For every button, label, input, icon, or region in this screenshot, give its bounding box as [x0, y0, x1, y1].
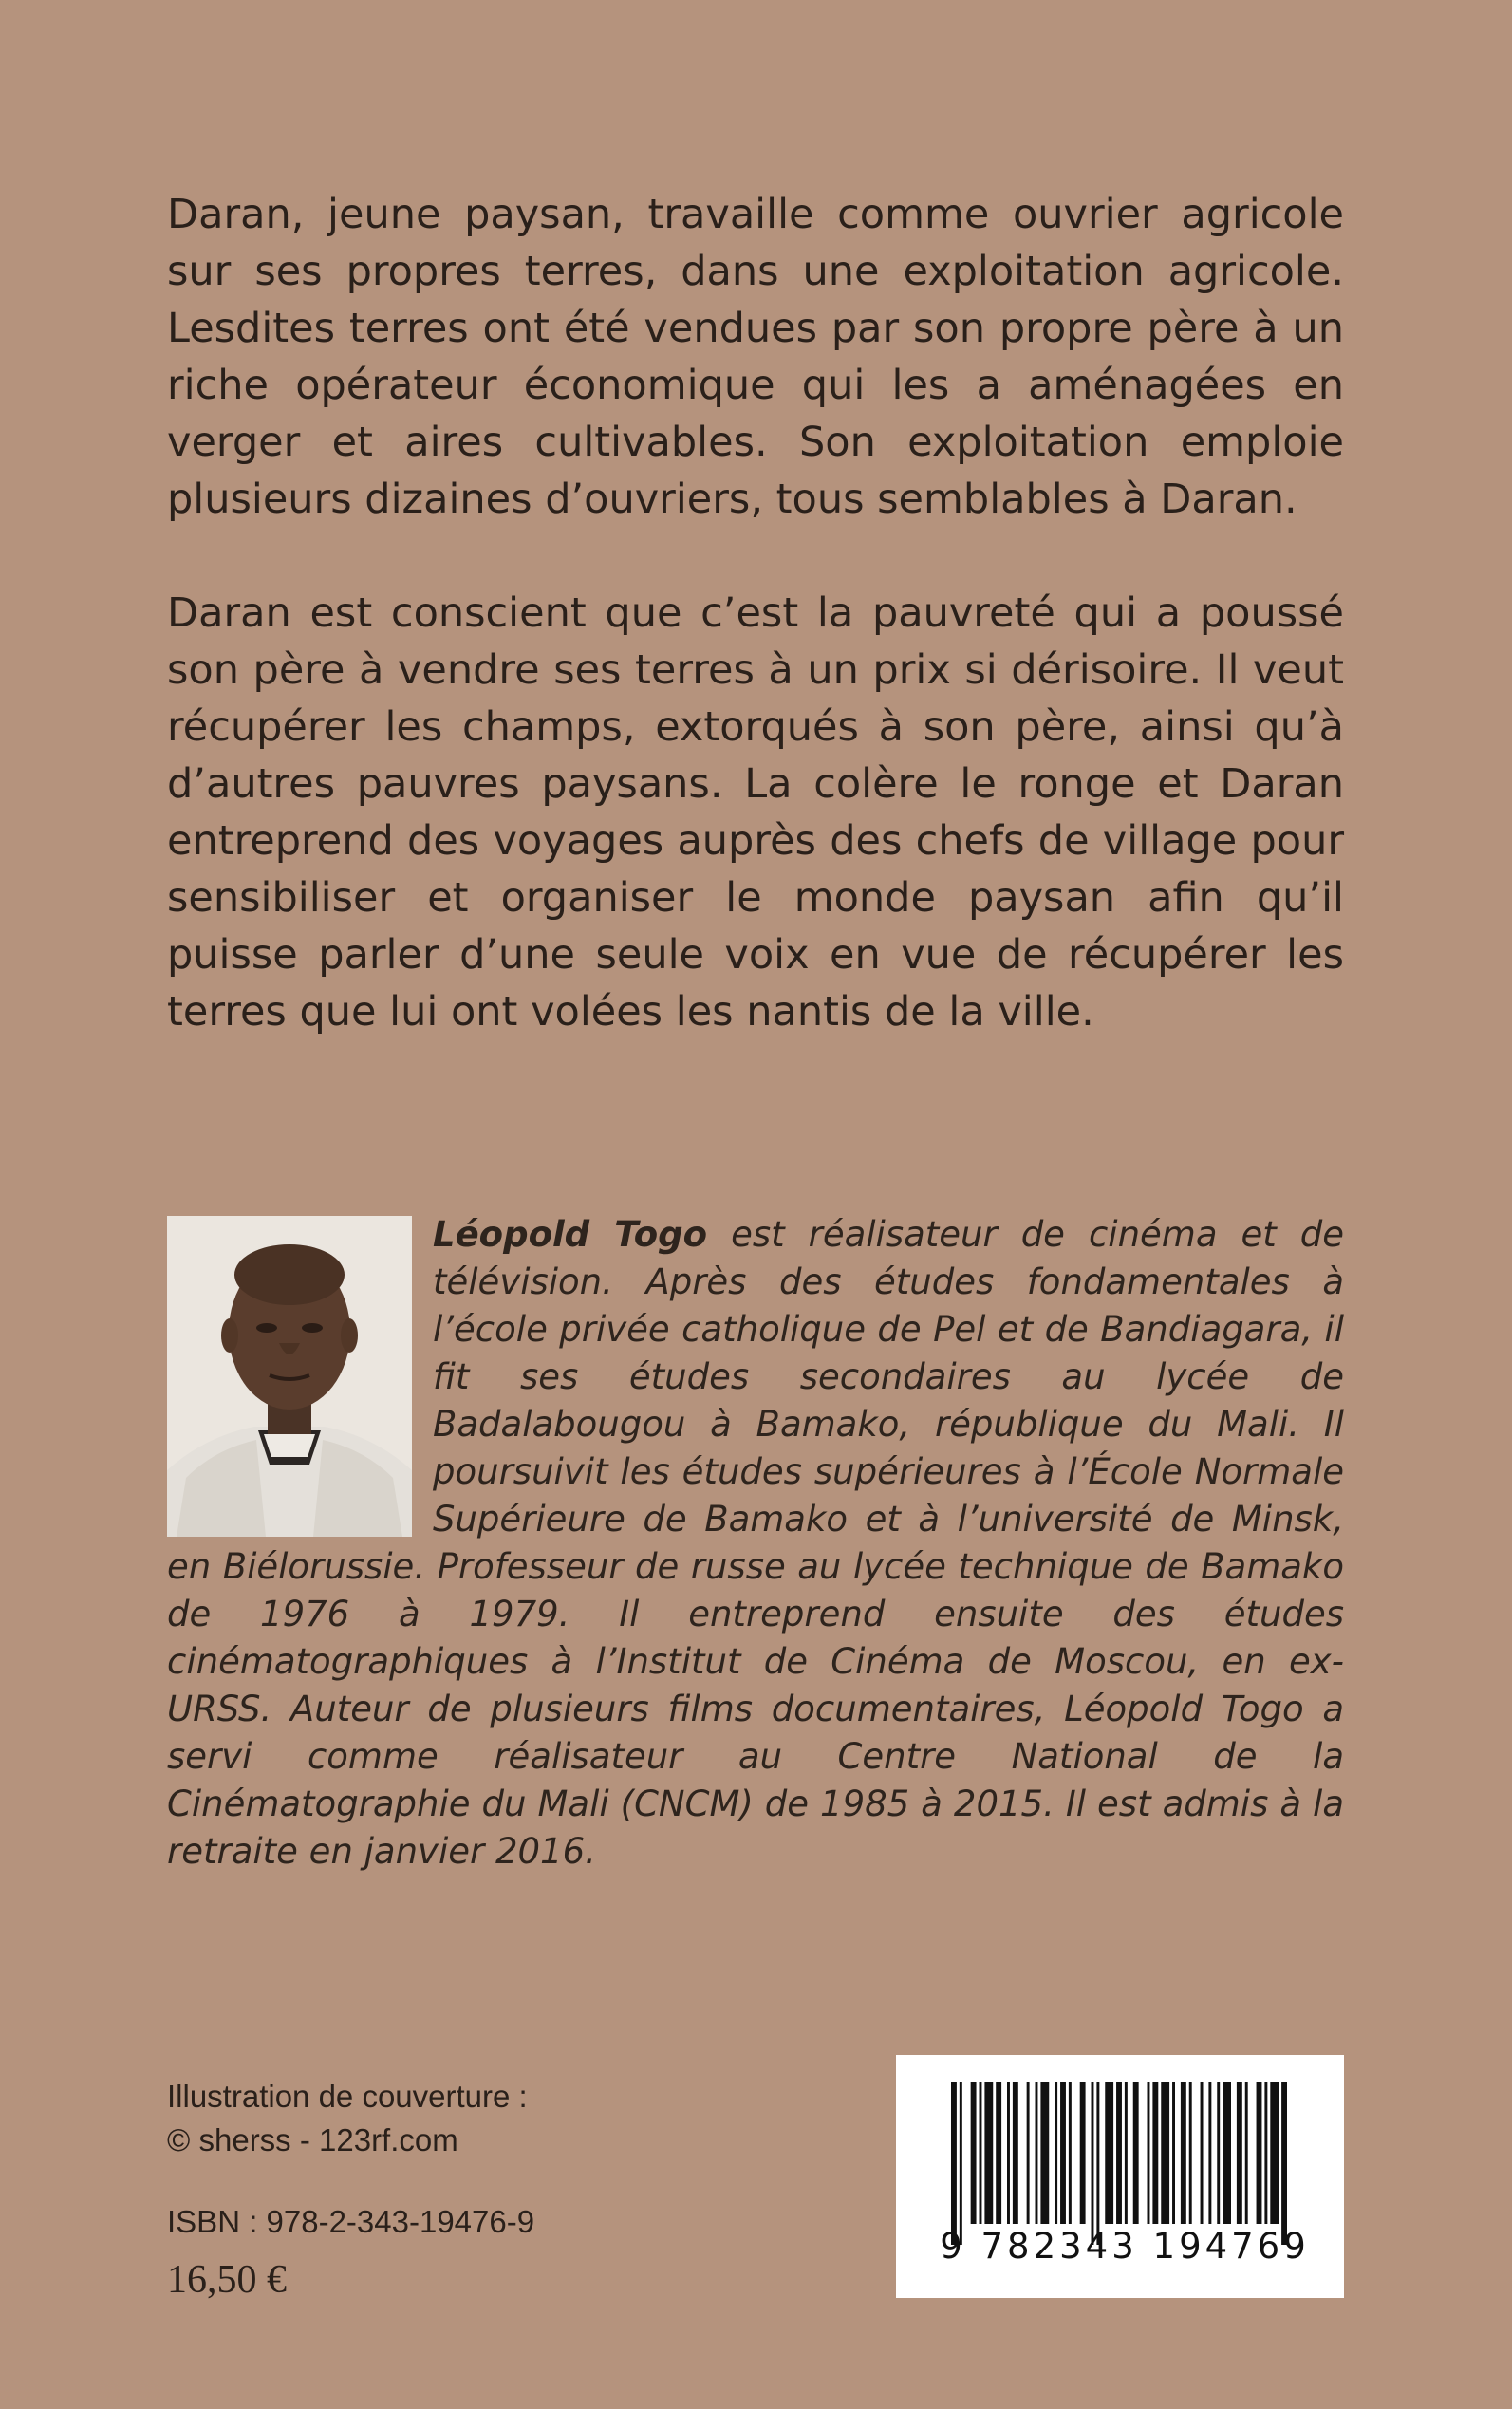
barcode-bar — [1237, 2082, 1242, 2224]
barcode-bar — [1092, 2082, 1094, 2245]
author-bio-text: est réalisateur de cinéma et de télévision. Après des études fondamentales à l’école privée catholique de Pel et de Bandiagara, il fit ses études secondaires au lycée de Badalabougou à Bamako, république du Mali. Il poursuivit les études supérieures à l’École Normale Supérieure de Bamako et à l’université de Minsk, en Biélorussie. Professeur de russe au lycée technique de Bamako de 1976 à 1979. Il entreprend ensuite des études cinématographiques à l’Institut de Cinéma de Moscou, en ex-URSS. Auteur de plusieurs films documentaires, Léopold Togo a servi comme réalisateur au Centre National de la Cinématographie du Mali (CNCM) de 1985 à 2015. Il est admis à la retraite en janvier 2016. — [167, 1214, 1344, 1872]
barcode-bar — [1264, 2082, 1267, 2224]
barcode-bar — [1270, 2082, 1279, 2224]
barcode-bar — [1245, 2082, 1248, 2224]
barcode-bar — [1217, 2082, 1220, 2224]
barcode-bar — [1105, 2082, 1113, 2224]
barcode-bar — [1027, 2082, 1030, 2224]
credits-line-1: Illustration de couverture : — [167, 2079, 528, 2114]
barcode-bar — [1152, 2082, 1158, 2224]
barcode-bar — [1069, 2082, 1072, 2224]
barcode-bar — [971, 2082, 977, 2224]
barcode-bar — [1060, 2082, 1066, 2224]
barcode-bar — [1040, 2082, 1049, 2224]
barcode-bar — [1007, 2082, 1010, 2224]
barcode-bar — [1125, 2082, 1128, 2224]
isbn: ISBN : 978-2-343-19476-9 — [167, 2204, 535, 2239]
blurb-paragraph-2: Daran est conscient que c’est la pauvreté qui a poussé son père à vendre ses terres à un prix si dérisoire. Il veut récupérer les champs, extorqués à son père, ainsi qu’à d’autres pauvres paysans. La colère le ronge et Daran entreprend des voyages auprès des chefs de village pour sensibiliser et organiser le monde paysan afin qu’il puisse parler d’une seule voix en vue de récupérer les terres que lui ont volées les nantis de la ville. — [167, 589, 1344, 1036]
barcode-bar — [1189, 2082, 1192, 2224]
barcode — [896, 2055, 1344, 2298]
author-bio — [167, 1211, 1344, 1876]
cover-credits — [167, 2075, 528, 2162]
barcode-bar — [1148, 2082, 1150, 2224]
barcode-bar — [984, 2082, 993, 2224]
barcode-bar — [1257, 2082, 1262, 2224]
credits-line-2: © sherss - 123rf.com — [167, 2122, 458, 2157]
barcode-bar — [996, 2082, 1001, 2224]
barcode-digits: 9 782343 194769 — [940, 2226, 1310, 2267]
barcode-bar — [1172, 2082, 1175, 2224]
barcode-bar — [1055, 2082, 1057, 2224]
barcode-bar — [1181, 2082, 1186, 2224]
barcode-bar — [951, 2082, 957, 2245]
barcode-bar — [1036, 2082, 1038, 2224]
blurb-paragraph-1: Daran, jeune paysan, travaille comme ouvrier agricole sur ses propres terres, dans une exploitation agricole. Lesdites terres ont été vendues par son propre père à un riche opérateur économique qui les a aménagées en verger et aires cultivables. Son exploitation emploie plusieurs dizaines d’ouvriers, tous semblables à Daran. — [167, 191, 1344, 523]
author-portrait-icon — [167, 1216, 412, 1537]
barcode-bar — [1013, 2082, 1018, 2224]
barcode-bar — [1223, 2082, 1231, 2224]
price: 16,50 € — [167, 2258, 287, 2302]
barcode-bar — [960, 2082, 962, 2245]
barcode-bar — [1201, 2082, 1204, 2224]
barcode-bar — [1281, 2082, 1287, 2245]
barcode-bar — [980, 2082, 982, 2224]
barcode-bar — [1080, 2082, 1086, 2224]
barcode-bar — [1208, 2082, 1211, 2224]
barcode-bar — [1116, 2082, 1122, 2224]
barcode-bar — [1096, 2082, 1099, 2245]
barcode-bar — [1161, 2082, 1169, 2224]
author-photo — [167, 1216, 412, 1537]
barcode-bar — [1133, 2082, 1139, 2224]
author-name: Léopold Togo — [433, 1214, 708, 1255]
